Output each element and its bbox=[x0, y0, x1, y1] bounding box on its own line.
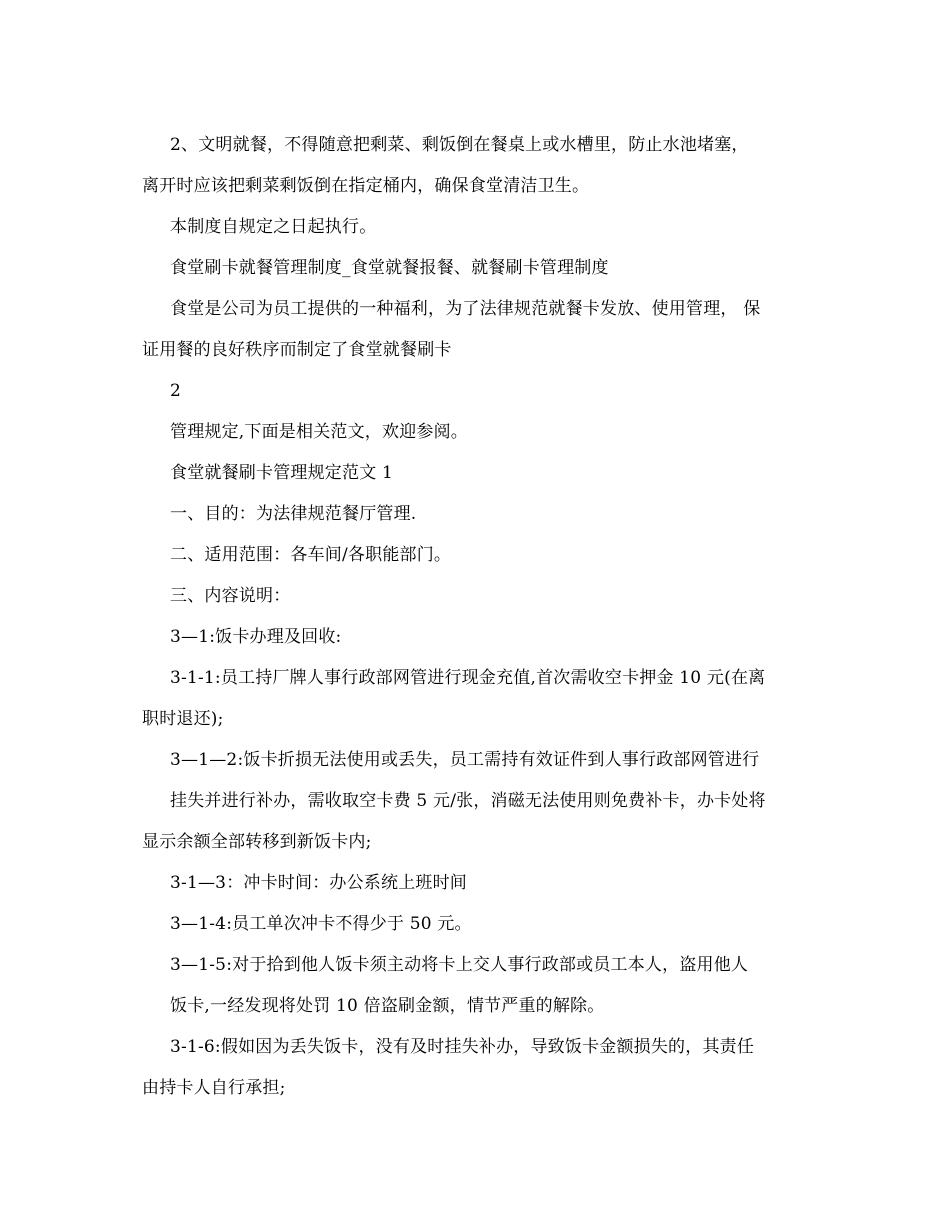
paragraph-line: 离开时应该把剩菜剩饭倒在指定桶内，确保食堂清洁卫生。 bbox=[142, 176, 590, 196]
paragraph-line: 3—1-4:员工单次冲卡不得少于 50 元。 bbox=[170, 914, 472, 934]
paragraph-line: 证用餐的良好秩序而制定了食堂就餐刷卡 bbox=[142, 340, 452, 360]
paragraph-line: 职时退还); bbox=[142, 709, 224, 729]
paragraph-line: 本制度自规定之日起执行。 bbox=[170, 217, 377, 237]
paragraph-line: 3—1-5:对于拾到他人饭卡须主动将卡上交人事行政部或员工本人，盗用他人 bbox=[170, 955, 749, 975]
paragraph-line: 3—1:饭卡办理及回收: bbox=[170, 627, 342, 647]
paragraph-line: 挂失并进行补办，需收取空卡费 5 元/张，消磁无法使用则免费补卡，办卡处将 bbox=[170, 791, 766, 811]
paragraph-line: 饭卡,一经发现将处罚 10 倍盗刷金额，情节严重的解除。 bbox=[170, 996, 605, 1016]
section-heading: 食堂就餐刷卡管理规定范文 1 bbox=[170, 463, 394, 483]
paragraph-line: 显示余额全部转移到新饭卡内; bbox=[142, 832, 372, 852]
paragraph-line: 食堂是公司为员工提供的一种福利，为了法律规范就餐卡发放、使用管理， 保 bbox=[170, 299, 761, 319]
page-number-text: 2 bbox=[170, 381, 182, 401]
section-heading: 食堂刷卡就餐管理制度_食堂就餐报餐、就餐刷卡管理制度 bbox=[170, 258, 609, 278]
paragraph-line: 3—1—2:饭卡折损无法使用或丢失，员工需持有效证件到人事行政部网管进行 bbox=[170, 750, 760, 770]
paragraph-line: 3-1-6:假如因为丢失饭卡，没有及时挂失补办，导致饭卡金额损失的，其责任 bbox=[170, 1037, 755, 1057]
paragraph-line: 三、内容说明： bbox=[170, 586, 291, 606]
paragraph-line: 由持卡人自行承担; bbox=[142, 1078, 286, 1098]
paragraph-line: 一、目的：为法律规范餐厅管理. bbox=[170, 504, 417, 524]
paragraph-line: 二、适用范围：各车间/各职能部门。 bbox=[170, 545, 452, 565]
paragraph-line: 3-1—3：冲卡时间：办公系统上班时间 bbox=[170, 873, 467, 893]
paragraph-line: 3-1-1:员工持厂牌人事行政部网管进行现金充值,首次需收空卡押金 10 元(在离 bbox=[170, 668, 766, 688]
paragraph-line: 管理规定,下面是相关范文，欢迎参阅。 bbox=[170, 422, 469, 442]
paragraph-line: 2、文明就餐，不得随意把剩菜、剩饭倒在餐桌上或水槽里，防止水池堵塞， bbox=[170, 135, 749, 155]
